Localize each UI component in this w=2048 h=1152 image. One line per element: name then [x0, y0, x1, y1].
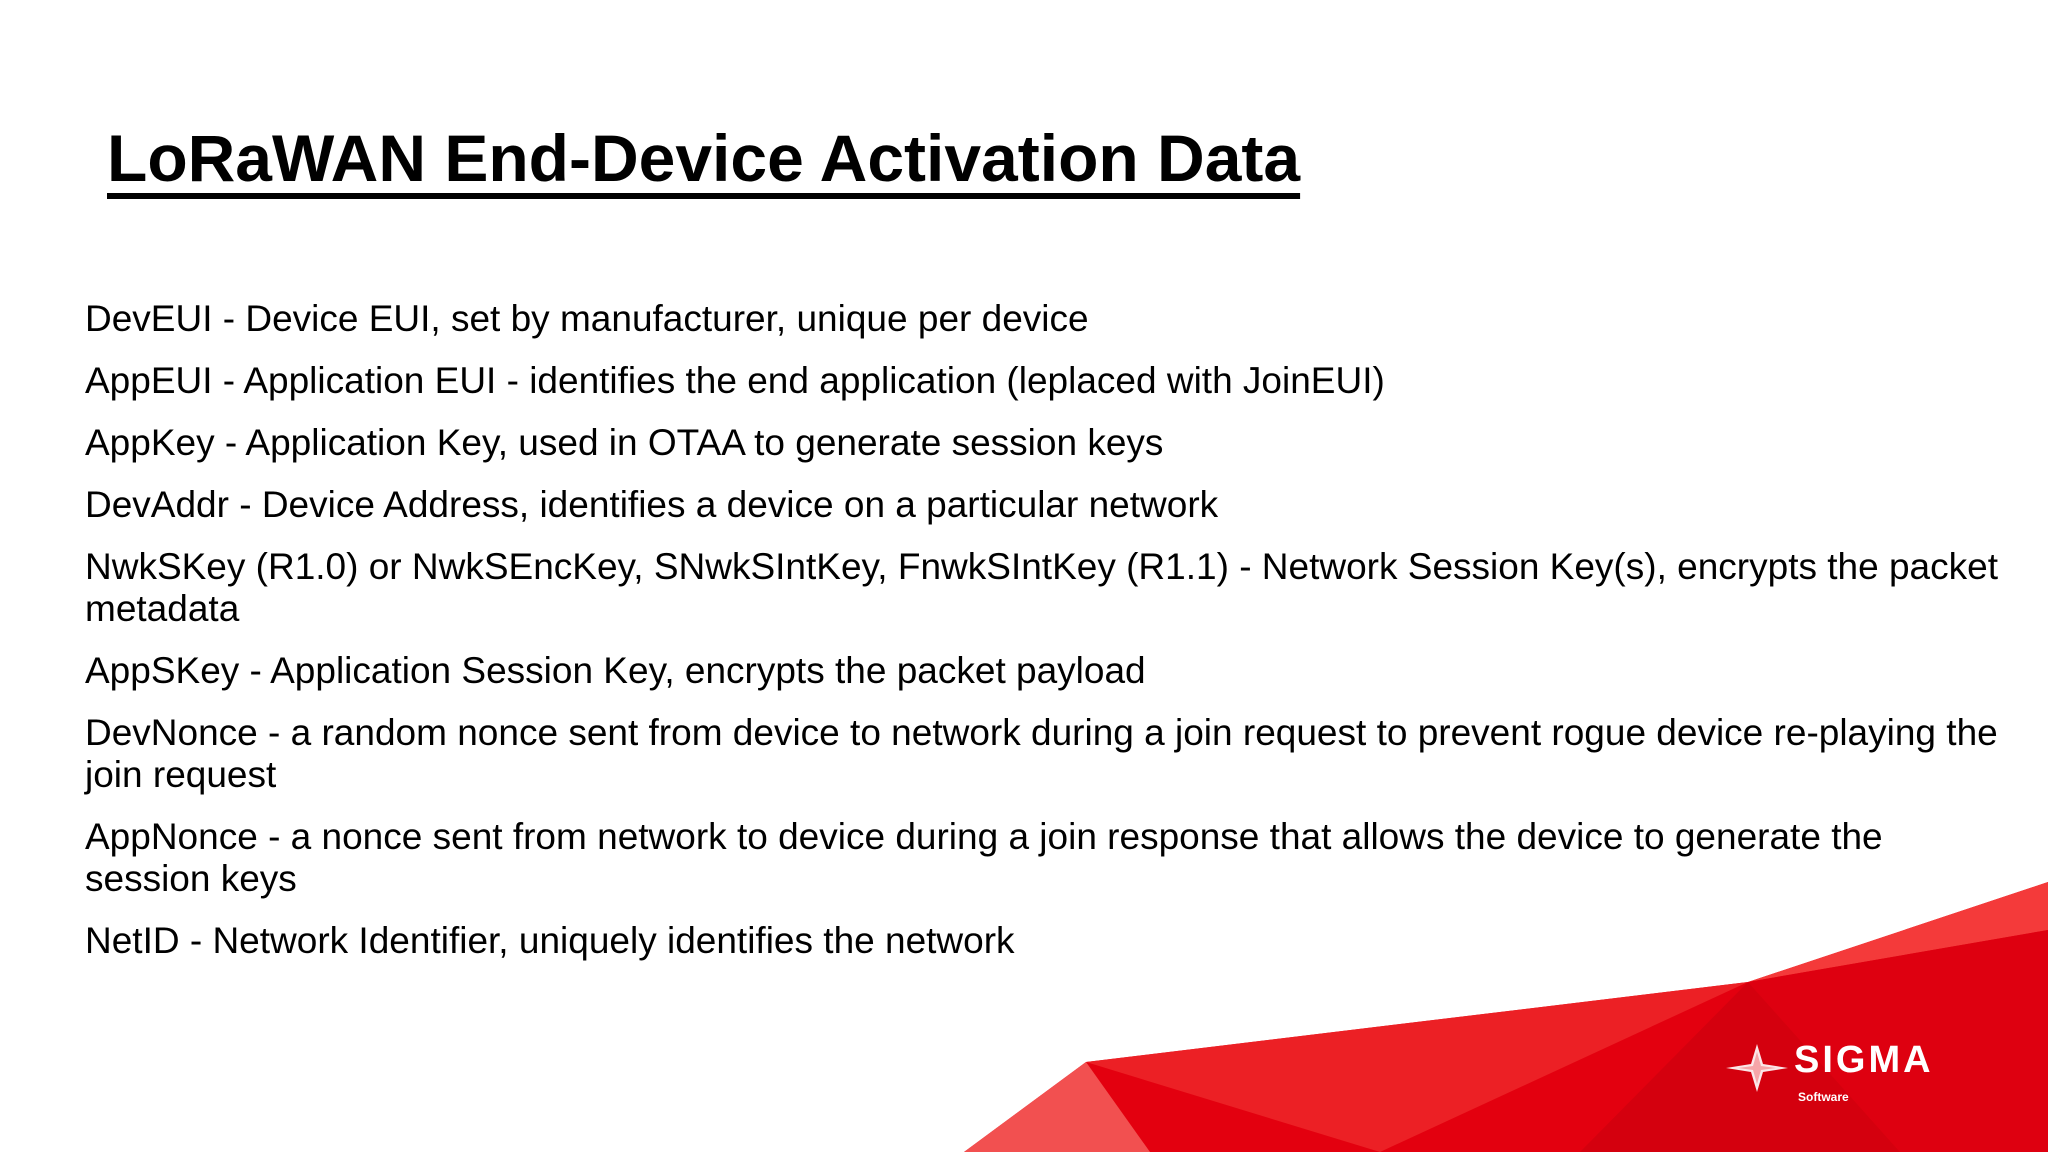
list-item-appkey: AppKey - Application Key, used in OTAA to generate session keys — [85, 422, 1164, 463]
logo-subtitle: Software — [1798, 1090, 1849, 1104]
list-item-devaddr: DevAddr - Device Address, identifies a device on a particular network — [85, 484, 1219, 525]
list-item-appeui: AppEUI - Application EUI - identifies the end application (leplaced with JoinEUI) — [85, 360, 1385, 401]
definition-list — [85, 298, 2005, 982]
logo-wordmark: SIGMA — [1794, 1039, 1934, 1081]
sigma-software-logo — [1722, 1040, 1952, 1110]
slide-title: LoRaWAN End-Device Activation Data — [107, 121, 1301, 195]
list-item-deveui: DevEUI - Device EUI, set by manufacturer, unique per device — [85, 298, 1089, 339]
list-item-nwkskey: NwkSKey (R1.0) or NwkSEncKey, SNwkSIntKey, FnwkSIntKey (R1.1) - Network Session Key(s), encrypts the packet metadata — [85, 546, 1998, 629]
sigma-star-logo-icon — [1722, 1040, 1792, 1096]
list-item-devnonce: DevNonce - a random nonce sent from device to network during a join request to prevent rogue device re-playing the join request — [85, 712, 1998, 795]
list-item-appskey: AppSKey - Application Session Key, encrypts the packet payload — [85, 650, 1146, 691]
list-item-netid: NetID - Network Identifier, uniquely identifies the network — [85, 920, 1015, 961]
list-item-appnonce: AppNonce - a nonce sent from network to device during a join response that allows the device to generate the session keys — [85, 816, 1883, 899]
